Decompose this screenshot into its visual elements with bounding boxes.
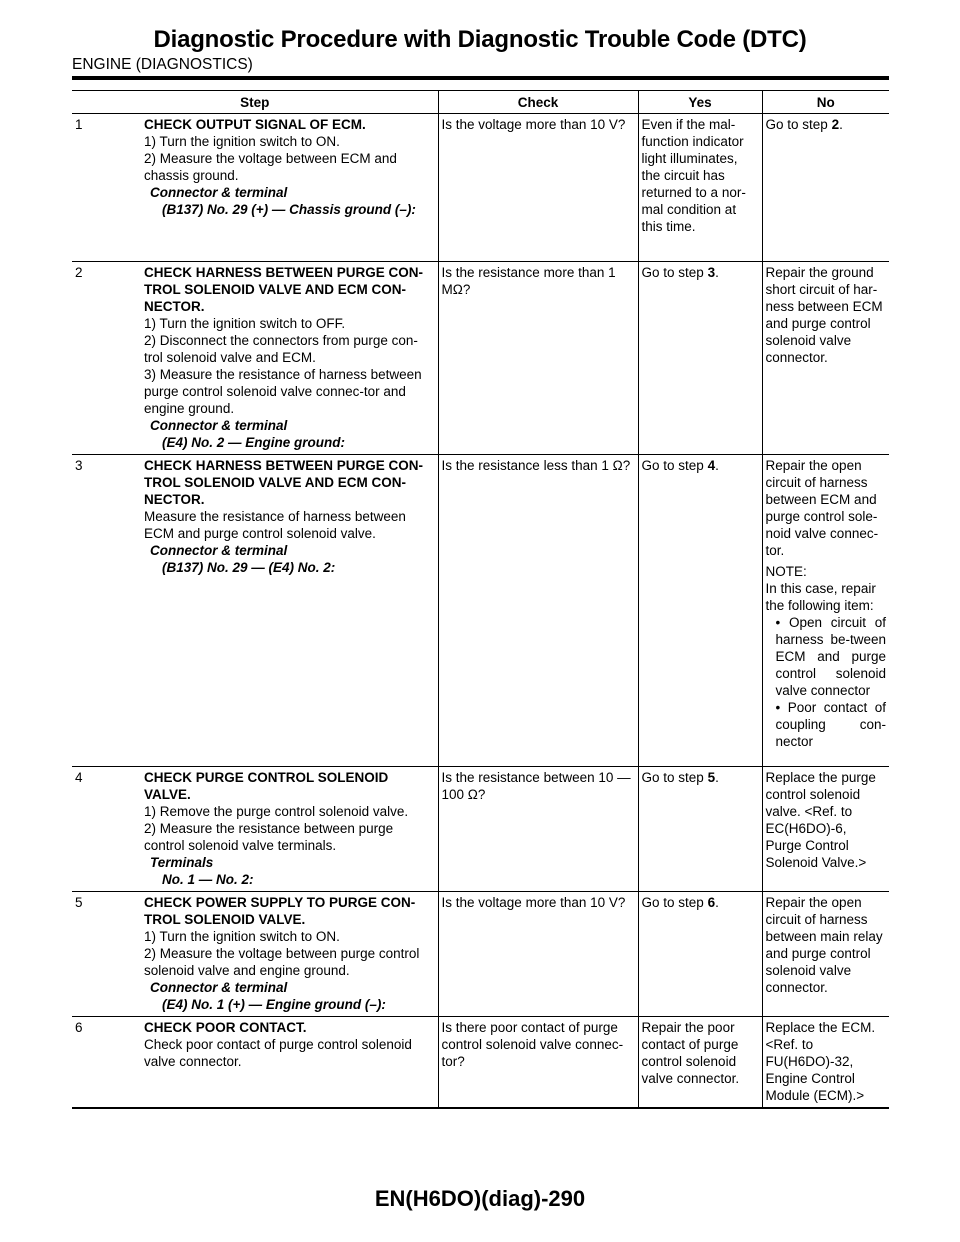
step-line: 2) Disconnect the connectors from purge con-trol solenoid valve and ECM.: [144, 333, 418, 365]
step-line: 1) Remove the purge control solenoid valve.: [144, 804, 409, 819]
table-row: [72, 892, 889, 1017]
page-number: EN(H6DO)(diag)-290: [374, 1186, 586, 1211]
yes-cell: [638, 455, 762, 767]
step-line: 2) Measure the voltage between purge control solenoid valve and engine ground.: [144, 946, 420, 978]
no-cell: [762, 114, 889, 262]
step-description: [144, 1017, 438, 1109]
goto-text: Go to step: [641, 895, 708, 910]
step-number: 3: [72, 455, 144, 767]
table-row: [72, 767, 889, 892]
goto-text: Go to step: [641, 265, 708, 280]
header-rule: [72, 76, 889, 80]
step-number: 1: [72, 114, 144, 262]
yes-cell: Even if the mal-function indicator light illuminates, the circuit has returned to a nor-mal condition at this time.: [638, 114, 762, 262]
step-line: 1) Turn the ignition switch to OFF.: [144, 316, 346, 331]
goto-step-link[interactable]: 5: [707, 770, 716, 785]
step-description: [144, 114, 438, 262]
goto-suffix: .: [715, 265, 719, 280]
goto-step-link[interactable]: 4: [707, 458, 716, 473]
no-text: Repair the open circuit of harness between ECM and purge control sole-noid valve connec-tor.: [765, 458, 879, 558]
step-title: CHECK HARNESS BETWEEN PURGE CON-TROL SOLENOID VALVE AND ECM CON-NECTOR.: [144, 265, 424, 314]
goto-text: Go to step: [765, 117, 832, 132]
header-check: Check: [438, 91, 638, 114]
step-number: 2: [72, 262, 144, 455]
step-line: Measure the resistance of harness between ECM and purge control solenoid valve.: [144, 509, 406, 541]
terminals-label: Terminals: [150, 855, 214, 870]
check-cell: Is there poor contact of purge control solenoid valve connec-tor?: [438, 1017, 638, 1109]
check-cell: Is the voltage more than 10 V?: [438, 114, 638, 262]
connector-label: Connector & terminal: [150, 418, 288, 433]
step-line: 1) Turn the ignition switch to ON.: [144, 929, 340, 944]
yes-cell: [638, 262, 762, 455]
connector-label: Connector & terminal: [150, 980, 288, 995]
step-line: 1) Turn the ignition switch to ON.: [144, 134, 340, 149]
step-title: CHECK OUTPUT SIGNAL OF ECM.: [144, 117, 366, 132]
no-cell: [762, 455, 889, 767]
table-row: [72, 114, 889, 262]
terminals-value: No. 1 — No. 2:: [162, 872, 254, 887]
goto-step-link[interactable]: 2: [831, 117, 840, 132]
step-number: 6: [72, 1017, 144, 1109]
connector-label: Connector & terminal: [150, 543, 288, 558]
goto-step-link[interactable]: 3: [707, 265, 716, 280]
step-line: 2) Measure the voltage between ECM and chassis ground.: [144, 151, 397, 183]
note-text: In this case, repair the following item:: [765, 581, 876, 613]
diagnostic-table: [72, 90, 889, 1109]
step-title: CHECK PURGE CONTROL SOLENOID VALVE.: [144, 770, 389, 802]
step-line: 2) Measure the resistance between purge control solenoid valve terminals.: [144, 821, 394, 853]
check-cell: Is the voltage more than 10 V?: [438, 892, 638, 1017]
check-cell: Is the resistance less than 1 Ω?: [438, 455, 638, 767]
connector-terminal: (B137) No. 29 (+) — Chassis ground (–):: [162, 202, 416, 217]
no-cell: Replace the purge control solenoid valve. <Ref. to EC(H6DO)-6, Purge Control Solenoid Valve.>: [762, 767, 889, 892]
page-title: Diagnostic Procedure with Diagnostic Trouble Code (DTC): [153, 26, 807, 53]
check-cell: Is the resistance between 10 — 100 Ω?: [438, 767, 638, 892]
step-description: [144, 767, 438, 892]
step-description: [144, 455, 438, 767]
step-description: [144, 262, 438, 455]
note-bullet: • Open circuit of harness be-tween ECM and purge control solenoid valve connector: [775, 615, 887, 698]
bullet-text: Poor contact of coupling con-nector: [775, 700, 887, 749]
connector-terminal: (B137) No. 29 — (E4) No. 2:: [162, 560, 336, 575]
step-line: Check poor contact of purge control solenoid valve connector.: [144, 1037, 412, 1069]
goto-suffix: .: [715, 770, 719, 785]
goto-step-link[interactable]: 6: [707, 895, 716, 910]
yes-cell: [638, 767, 762, 892]
connector-label: Connector & terminal: [150, 185, 288, 200]
no-cell: Repair the ground short circuit of har-ness between ECM and purge control solenoid valve connector.: [762, 262, 889, 455]
connector-terminal: (E4) No. 1 (+) — Engine ground (–):: [162, 997, 386, 1012]
header-yes: Yes: [638, 91, 762, 114]
note-label: NOTE:: [765, 564, 807, 579]
table-row: [72, 262, 889, 455]
note-bullet: • Poor contact of coupling con-nector: [775, 700, 887, 749]
step-description: [144, 892, 438, 1017]
yes-cell: [638, 892, 762, 1017]
table-row: [72, 455, 889, 767]
step-number: 4: [72, 767, 144, 892]
no-cell: Replace the ECM. <Ref. to FU(H6DO)-32, Engine Control Module (ECM).>: [762, 1017, 889, 1109]
step-number: 5: [72, 892, 144, 1017]
step-line: 3) Measure the resistance of harness between purge control solenoid valve connec-tor and engine ground.: [144, 367, 422, 416]
goto-text: Go to step: [641, 770, 708, 785]
yes-cell: Repair the poor contact of purge control solenoid valve connector.: [638, 1017, 762, 1109]
header-no: No: [762, 91, 889, 114]
bullet-text: Open circuit of harness be-tween ECM and purge control solenoid valve connector: [775, 615, 887, 698]
no-cell: Repair the open circuit of harness between main relay and purge control solenoid valve connector.: [762, 892, 889, 1017]
goto-suffix: .: [839, 117, 843, 132]
check-cell: Is the resistance more than 1 MΩ?: [438, 262, 638, 455]
goto-text: Go to step: [641, 458, 708, 473]
goto-suffix: .: [715, 458, 719, 473]
section-label: ENGINE (DIAGNOSTICS): [72, 56, 253, 73]
step-title: CHECK POWER SUPPLY TO PURGE CON-TROL SOLENOID VALVE.: [144, 895, 416, 927]
step-title: CHECK POOR CONTACT.: [144, 1020, 307, 1035]
table-row: [72, 1017, 889, 1109]
connector-terminal: (E4) No. 2 — Engine ground:: [162, 435, 345, 450]
goto-suffix: .: [715, 895, 719, 910]
step-title: CHECK HARNESS BETWEEN PURGE CON-TROL SOLENOID VALVE AND ECM CON-NECTOR.: [144, 458, 424, 507]
header-step: Step: [72, 91, 438, 114]
table-header-row: [72, 91, 889, 114]
